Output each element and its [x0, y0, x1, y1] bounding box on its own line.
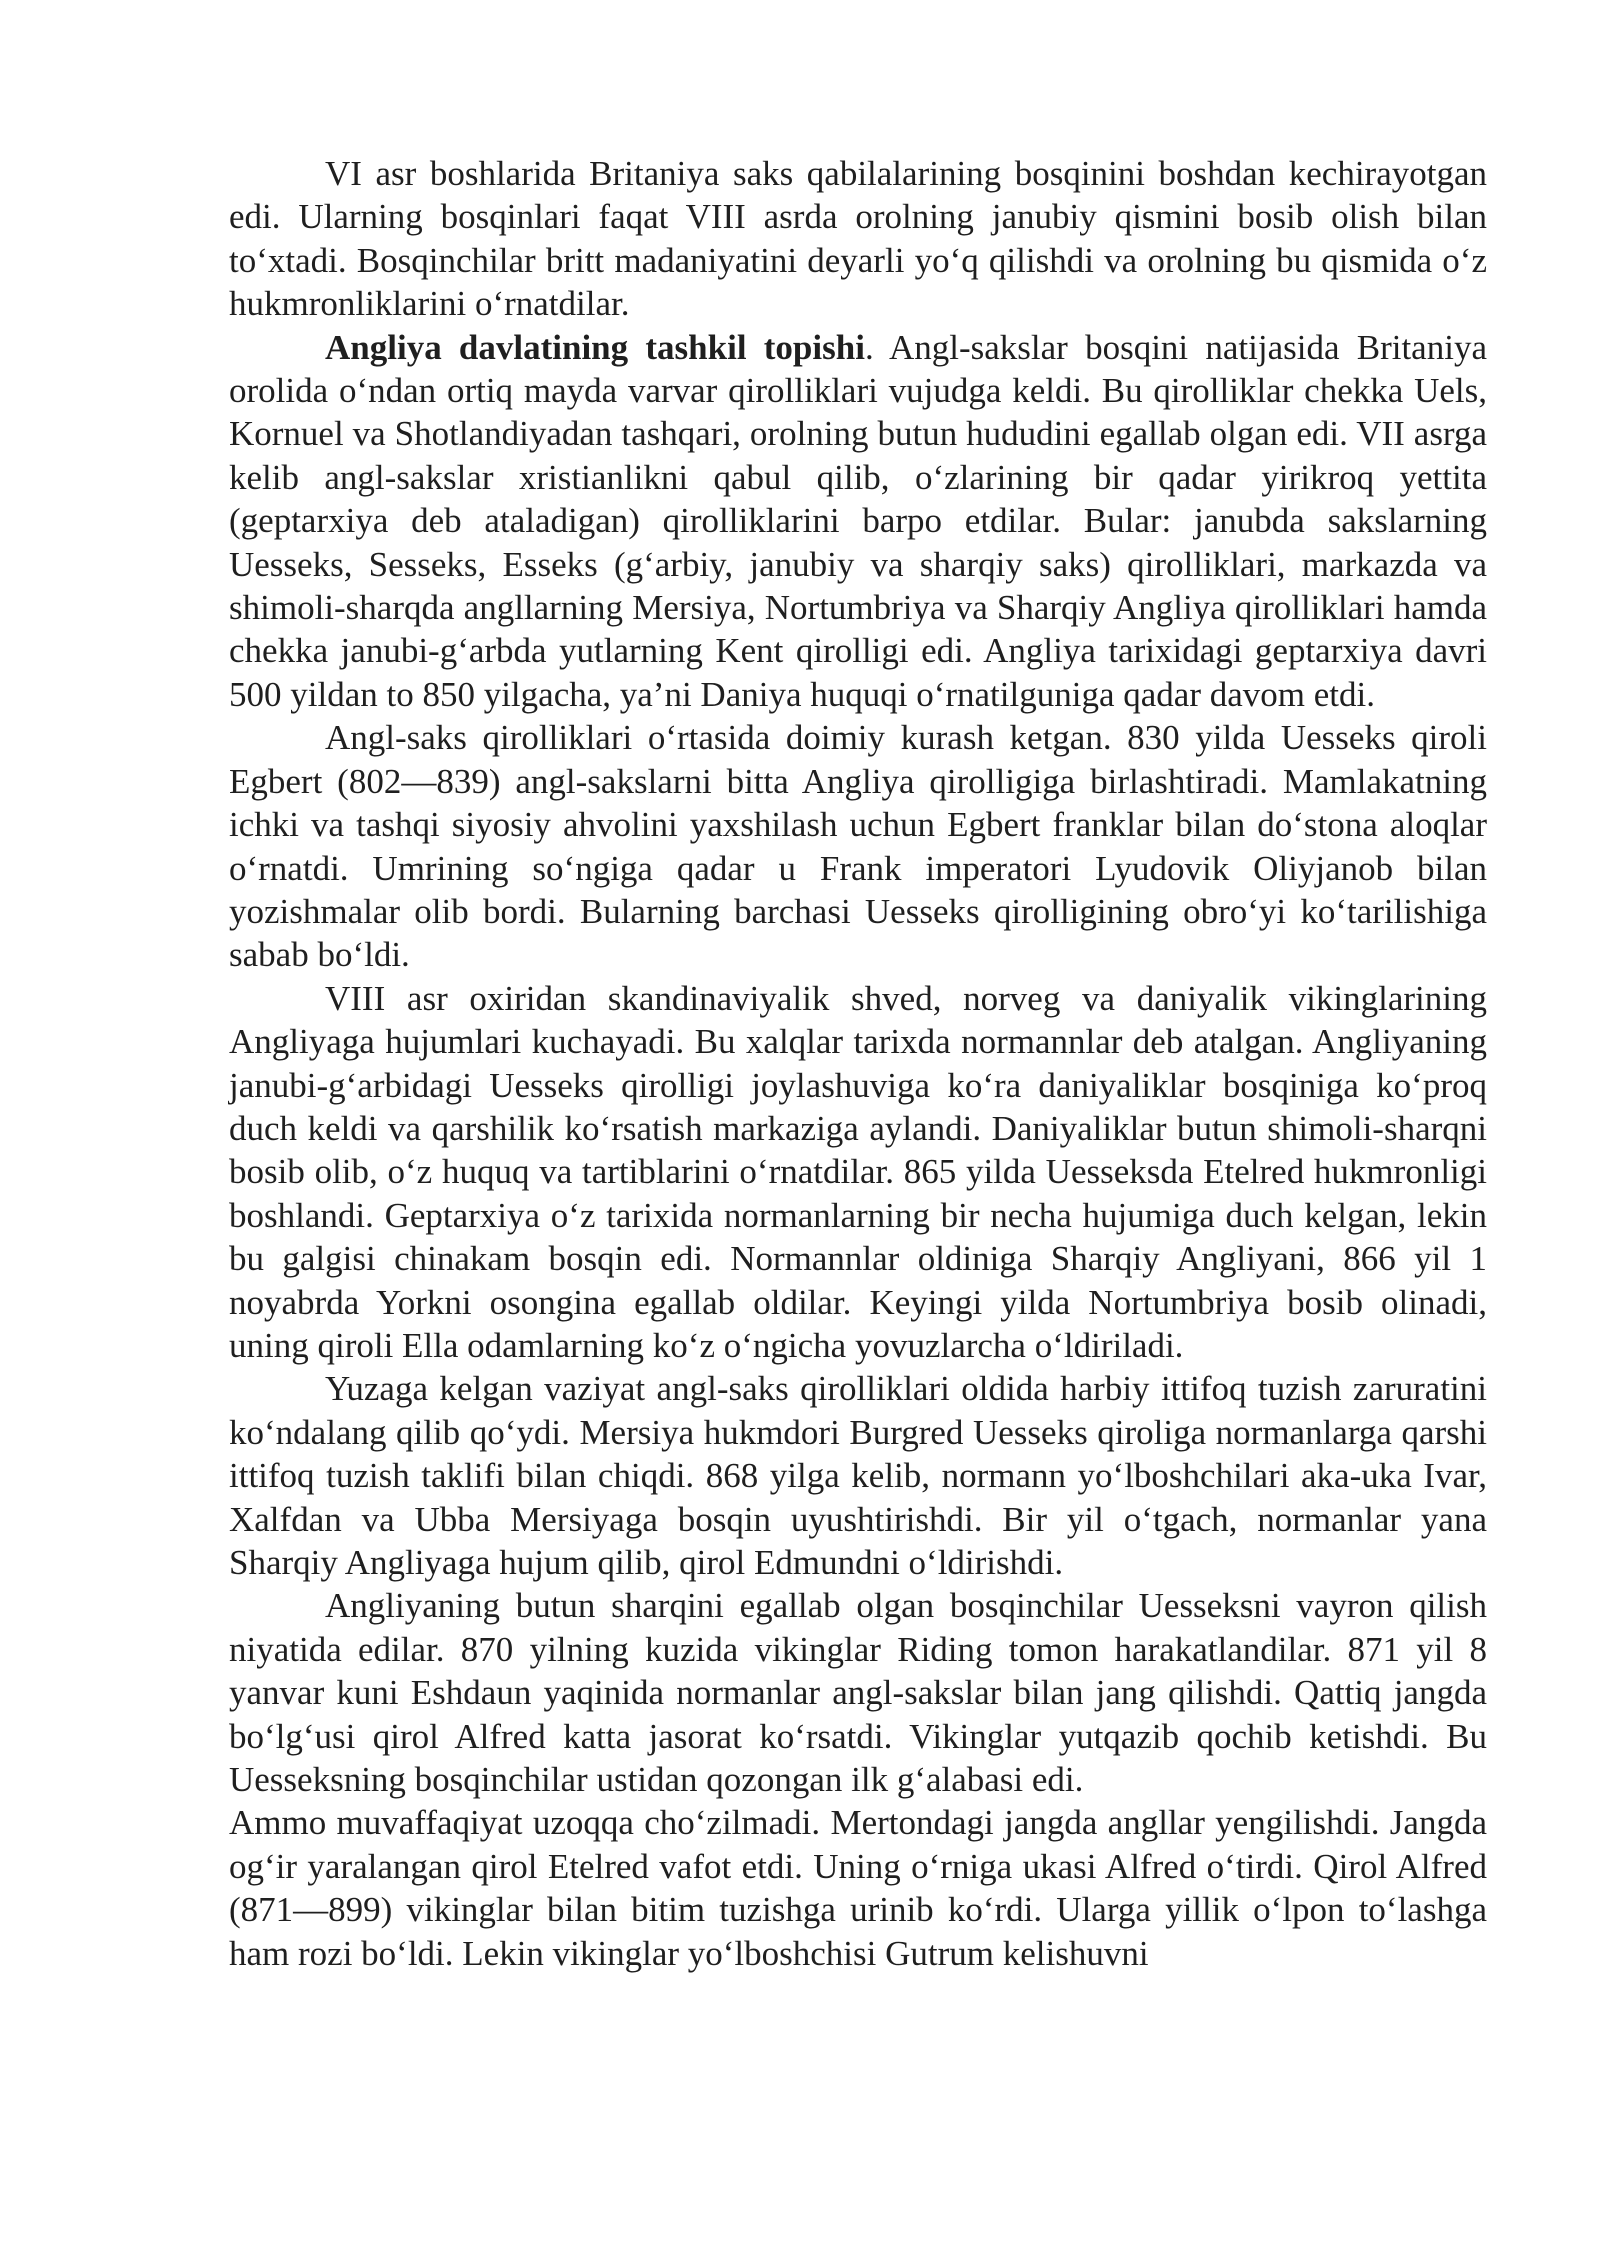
document-page — [229, 152, 1487, 1975]
paragraph-military-alliance — [229, 1367, 1487, 1584]
paragraph-viking-attacks — [229, 977, 1487, 1368]
paragraph-text: VI asr boshlarida Britaniya saks qabilalarining bosqinini boshdan kechirayotgan edi. Ularning bosqinlari faqat VIII asrda orolning janubiy qismini bosib olish bilan toʻxtadi. Bosqinchilar britt madaniyatini deyarli yoʻq qilishdi va orolning bu qismida oʻz hukmronliklarini oʻrnatdilar. — [229, 154, 1487, 324]
paragraph-text: Yuzaga kelgan vaziyat angl-saks qirolliklari oldida harbiy ittifoq tuzish zaruratini koʻndalang qilib qoʻydi. Mersiya hukmdori Burgred Uesseks qiroliga normanlarga qarshi ittifoq tuzish taklifi bilan chiqdi. 868 yilga kelib, normann yoʻlboshchilari aka-uka Ivar, Xalfdan va Ubba Mersiyaga bosqin uyushtirishdi. Bir yil oʻtgach, normanlar yana Sharqiy Angliyaga hujum qilib, qirol Edmundni oʻldirishdi. — [229, 1369, 1487, 1582]
paragraph-alfred-reign — [229, 1801, 1487, 1975]
paragraph-text: . Angl-sakslar bosqini natijasida Britaniya orolida oʻndan ortiq mayda varvar qirolliklari vujudga keldi. Bu qirolliklar chekka Uels, Kornuel va Shotlandiyadan tashqari, orolning butun hududini egallab olgan edi. VII asrga kelib angl-sakslar xristianlikni qabul qilib, oʻzlarining bir qadar yirikroq yettita (geptarxiya deb ataladigan) qirolliklarini barpo etdilar. Bular: janubda sakslarning Uesseks, Sesseks, Esseks (gʻarbiy, janubiy va sharqiy saks) qirolliklari, markazda va shimoli-sharqda angllarning Mersiya, Nortumbriya va Sharqiy Angliya qirolliklari hamda chekka janubi-gʻarbda yutlarning Kent qirolligi edi. Angliya tarixidagi geptarxiya davri 500 yildan to 850 yilgacha, ya’ni Daniya huquqi oʻrnatilguniga qadar davom etdi. — [229, 327, 1487, 714]
paragraph-eshdaun-battle — [229, 1584, 1487, 1801]
paragraph-text: Ammo muvaffaqiyat uzoqqa choʻzilmadi. Mertondagi jangda angllar yengilishdi. Jangda ogʻir yaralangan qirol Etelred vafot etdi. Uning oʻrniga ukasi Alfred oʻtirdi. Qirol Alfred (871—899) vikinglar bilan bitim tuzishga urinib koʻrdi. Ularga yillik oʻlpon toʻlashga ham rozi boʻldi. Lekin vikinglar yoʻlboshchisi Gutrum kelishuvni — [229, 1803, 1487, 1973]
paragraph-egbert — [229, 716, 1487, 976]
paragraph-england-formation — [229, 326, 1487, 717]
paragraph-saxon-invasion — [229, 152, 1487, 326]
section-heading: Angliya davlatining tashkil topishi — [325, 327, 865, 367]
paragraph-text: Angl-saks qirolliklari oʻrtasida doimiy kurash ketgan. 830 yilda Uesseks qiroli Egbert (802—839) angl-sakslarni bitta Angliya qirolligiga birlashtiradi. Mamlakatning ichki va tashqi siyosiy ahvolini yaxshilash uchun Egbert franklar bilan doʻstona aloqlar oʻrnatdi. Umrining soʻngiga qadar u Frank imperatori Lyudovik Oliyjanob bilan yozishmalar olib bordi. Bularning barchasi Uesseks qirolligining obroʻyi koʻtarilishiga sabab boʻldi. — [229, 718, 1487, 975]
paragraph-text: Angliyaning butun sharqini egallab olgan bosqinchilar Uesseksni vayron qilish niyatida edilar. 870 yilning kuzida vikinglar Riding tomon harakatlandilar. 871 yil 8 yanvar kuni Eshdaun yaqinida normanlar angl-sakslar bilan jang qilishdi. Qattiq jangda boʻlgʻusi qirol Alfred katta jasorat koʻrsatdi. Vikinglar yutqazib qochib ketishdi. Bu Uesseksning bosqinchilar ustidan qozongan ilk gʻalabasi edi. — [229, 1586, 1487, 1800]
paragraph-text: VIII asr oxiridan skandinaviyalik shved, norveg va daniyalik vikinglarining Angliyaga hujumlari kuchayadi. Bu xalqlar tarixda normannlar deb atalgan. Angliyaning janubi-gʻarbidagi Uesseks qirolligi joylashuviga koʻra daniyaliklar bosqiniga koʻproq duch keldi va qarshilik koʻrsatish markaziga aylandi. Daniyaliklar butun shimoli-sharqni bosib olib, oʻz huquq va tartiblarini oʻrnatdilar. 865 yilda Uesseksda Etelred hukmronligi boshlandi. Geptarxiya oʻz tarixida normanlarning bir necha hujumiga duch kelgan, lekin bu galgisi chinakam bosqin edi. Normannlar oldiniga Sharqiy Angliyani, 866 yil 1 noyabrda Yorkni osongina egallab oldilar. Keyingi yilda Nortumbriya bosib olinadi, uning qiroli Ella odamlarning koʻz oʻngicha yovuzlarcha oʻldiriladi. — [229, 978, 1487, 1365]
